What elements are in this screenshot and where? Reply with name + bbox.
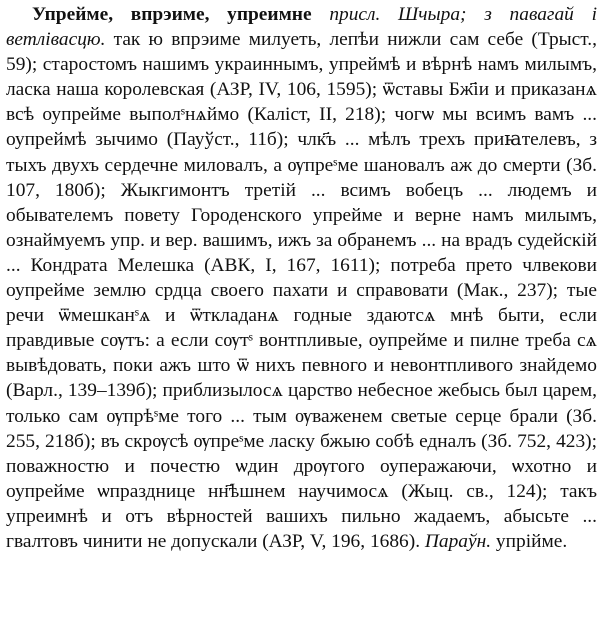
entry-variant-label: Параўн. xyxy=(424,530,492,552)
entry-variant: упрійме. xyxy=(491,530,568,552)
entry-citations: так ю впрэиме милуеть, лепѣи нижли сам себе (Трыст., 59); старостомъ нашимъ украиннымъ, упреймѣ и вѣрнѣ намъ милымъ, ласка наша королевская (АЗР, IV, 106, 1595); ѿставы Бж҃іи и приказанѧ всѣ оупрейме выполˢнѧймо (Каліст, II, 218); чогѡ мы всимъ вамъ ... оупреймѣ зычимо (Пауўст., 11б); члк҃ъ ... мѣлъ трехъ приꙗтелевъ, з тыхъ двухъ сердечне миловалъ, а ѹпреˢме шановалъ аж до смерти (Зб. 107, 180б); Жыкгимонтъ третій ... всимъ вобецъ ... людемъ и обывателемъ повету Городенского упрейме и верне намъ милымъ, ознаймуемъ упр. и вер. вашимъ, ижъ за обранемъ ... на врадъ судейскій ... Кондрата Мелешка (АВК, I, 167, 1611); потреба прето члвекови оупрейме землю срдца своего пахати и справовати (Мак., 237); тые речи ѿмешканˢѧ и ѿткладанѧ годные здаютсѧ мнѣ быти, если правдивые сѹтъ: а если сѹтˢ вонтпливые, оупрейме и пилне треба сѧ вывѣдовать, поки ажъ што ѿ нихъ певного и невонтпливого знайдемо (Варл., 139–139б); приблизылосѧ царство небесное жебысь был царем, только сам ѹпрѣˢме того ... тым ѹваженем светые серце брали (Зб. 255, 218б); въ скрѹсѣ ѹпреˢме ласку бжыю собѣ едналъ (Зб. 752, 423); поважностю и почестю ѡдин дрѹгого оуперажаючи, ѡхотно и оупрейме ѡпразднице нн҃ѣшнем научимосѧ (Жыц. св., 124); такъ упреимнѣ и отъ вѣрностей вашихъ пильно жадаемъ, абысьте ... гвалтовъ чинити не допускали (АЗР, V, 196, 1686). xyxy=(6,29,597,552)
dictionary-entry xyxy=(6,2,597,554)
entry-headword: Упрейме, впрэиме, упреимне xyxy=(32,4,312,25)
entry-pos-gloss: присл. Шчыра; з павагай і ветлівасцю. xyxy=(6,4,598,51)
